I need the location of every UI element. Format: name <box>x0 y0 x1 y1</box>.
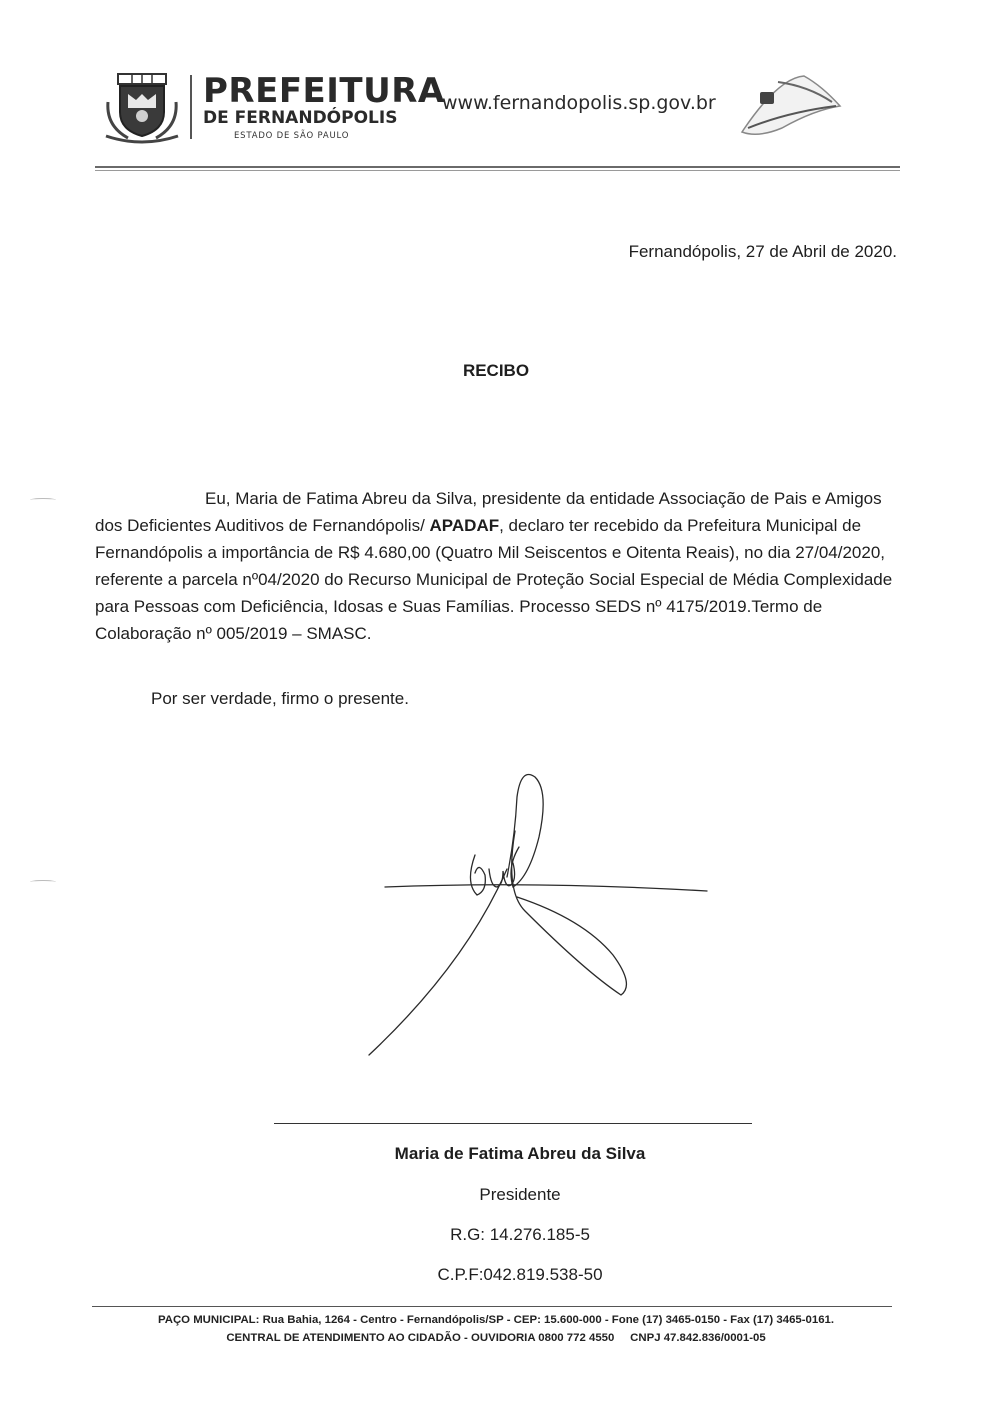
city-emblem-icon <box>738 72 842 138</box>
footer-address: PAÇO MUNICIPAL: Rua Bahia, 1264 - Centro - Fernandópolis/SP - CEP: 15.600-000 - Fone (17) 3465-0150 - Fax (17) 3465-0161. <box>157 1314 835 1326</box>
footer-rule <box>92 1306 892 1307</box>
signature-line <box>274 1123 752 1124</box>
header-rule <box>95 166 900 168</box>
entity-acronym: APADAF <box>429 516 500 535</box>
city-crest-icon <box>104 72 180 144</box>
signer-rg: R.G: 14.276.185-5 <box>450 1225 590 1244</box>
signer-name: Maria de Fatima Abreu da Silva <box>394 1144 646 1163</box>
handwritten-signature <box>355 765 715 1065</box>
header-title: PREFEITURA <box>203 71 445 111</box>
header-divider <box>190 75 192 139</box>
header-state: ESTADO DE SÃO PAULO <box>234 131 350 141</box>
header-rule-thin <box>95 170 900 171</box>
document-title: RECIBO <box>462 361 530 380</box>
header-website-link[interactable]: www.fernandopolis.sp.gov.br <box>442 92 716 114</box>
paragraph-text-2: , declaro ter recebido da Prefeitura Municipal de Fernandópolis a importância de R$ 4.680,00 (Quatro Mil Seiscentos e Oitenta Reais), no dia 27/04/2020, referente a parcela nº04/2020 do Recurso Municipal de Proteção Social Especial de Média Complexidade para Pessoas com Deficiência, Idosas e Suas Famílias. Processo SEDS nº 4175/2019.Termo de Colaboração nº 005/2019 – SMASC. <box>95 516 893 643</box>
header-subtitle: DE FERNANDÓPOLIS <box>203 108 398 128</box>
signer-role: Presidente <box>479 1185 561 1204</box>
date-line: Fernandópolis, 27 de Abril de 2020. <box>628 242 897 261</box>
footer-contact: CENTRAL DE ATENDIMENTO AO CIDADÃO - OUVIDORIA 0800 772 4550 CNPJ 47.842.836/0001-05 <box>226 1332 766 1344</box>
paragraph-text-1: Eu, Maria de Fatima Abreu da Silva, presidente da entidade Associação de Pais e Amigos dos Deficientes Auditivos de Fernandópolis/ <box>95 489 882 535</box>
scan-margin-mark <box>30 880 56 884</box>
receipt-paragraph <box>95 485 905 647</box>
signer-cpf: C.P.F:042.819.538-50 <box>437 1265 603 1284</box>
closing-statement: Por ser verdade, firmo o presente. <box>151 689 409 708</box>
scan-margin-mark <box>30 498 56 502</box>
